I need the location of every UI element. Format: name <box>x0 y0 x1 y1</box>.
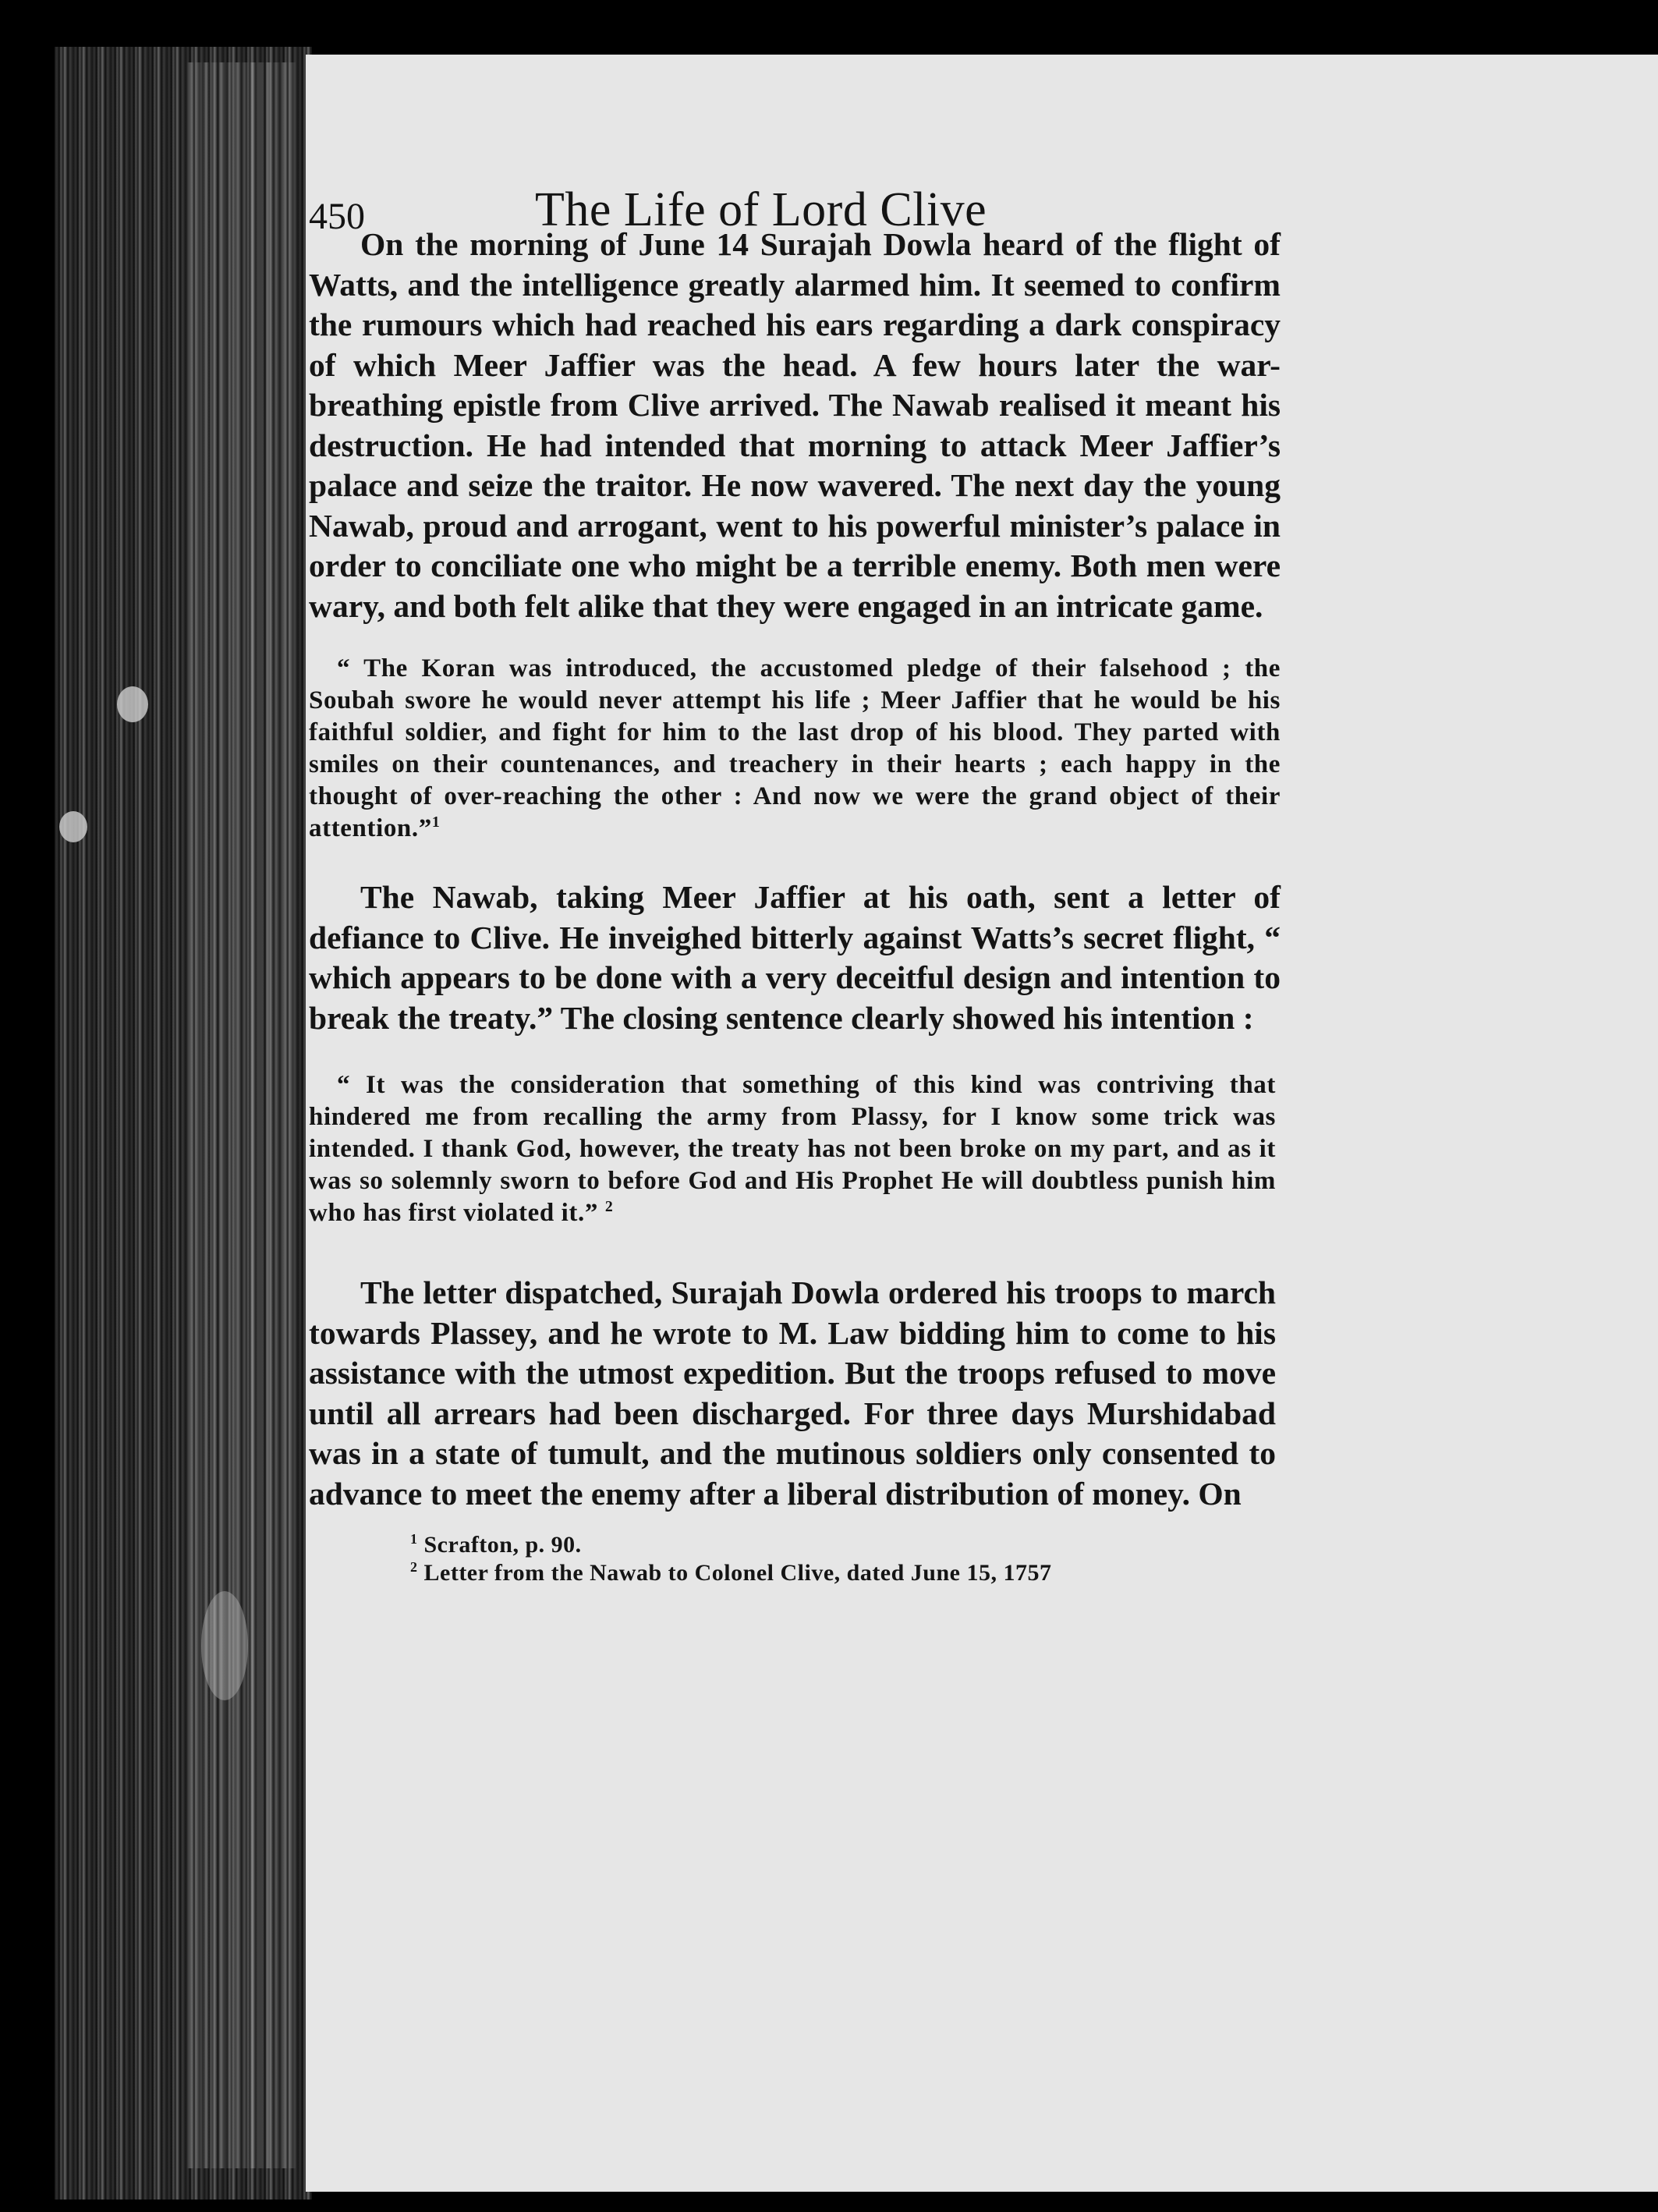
footnote-marker: 2 <box>410 1559 418 1575</box>
body-paragraph: The letter dispatched, Surajah Dowla ordered his troops to march towards Plassey, and he wrote to M. Law bidding him to come to his assistance with the utmost expedition. But the troops refused to move until all arrears had been discharged. For three days Murshidabad was in a state of tumult, and the mutinous soldiers only consented to advance to meet the enemy after a liberal distribution of money. On <box>309 1274 1276 1512</box>
quote-text: “ The Koran was introduced, the accustomed pledge of their falsehood ; the Soubah swore he would never attempt his life ; Meer Jaffier that he would be his faithful soldier, and fight for him to the last drop of his blood. They parted with smiles on their countenances, and treachery in their hearts ; each happy in the thought of over-reaching the other : And now we were the grand object of their attention.” <box>309 654 1281 842</box>
footnotes <box>309 1531 1281 1587</box>
footnote-ref: 1 <box>431 814 441 831</box>
block-quote <box>309 1069 1276 1229</box>
block-quote <box>309 653 1281 845</box>
footnote-marker: 1 <box>410 1531 418 1547</box>
page-number: 450 <box>309 196 365 237</box>
body-paragraph: The Nawab, taking Meer Jaffier at his oath, sent a letter of defiance to Clive. He inveighed bitterly against Watts’s secret flight, “ which appears to be done with a very deceitful design and intention to break the treaty.” The closing sentence clearly showed his intention : <box>309 879 1281 1036</box>
footnote-1 <box>410 1531 1281 1559</box>
footnote-2 <box>410 1559 1281 1587</box>
page-header <box>309 147 1281 237</box>
page-content <box>309 147 1281 1587</box>
footnote-ref: 2 <box>604 1198 614 1215</box>
body-paragraph: On the morning of June 14 Surajah Dowla heard of the flight of Watts, and the intelligence greatly alarmed him. It seemed to confirm the rumours which had reached his ears regarding a dark conspiracy of which Meer Jaffier was the head. A few hours later the war-breathing epistle from Clive arrived. The Nawab realised it meant his destruction. He had intended that morning to attack Meer Jaffier’s palace and seize the traitor. He now wavered. The next day the young Nawab, proud and arrogant, went to his powerful minister’s palace in order to conciliate one who might be a terrible enemy. Both men were wary, and both felt alike that they were engaged in an intricate game. <box>309 226 1281 624</box>
scan-speck <box>201 1591 248 1700</box>
footnote-text: Scrafton, p. 90. <box>423 1532 582 1558</box>
quote-text: “ It was the consideration that something of this kind was contriving that hindered me from recalling the army from Plassy, for I know some trick was intended. I thank God, however, the treaty has not been broke on my part, and as it was so solemnly sworn to before God and His Prophet He will doubtless punish him who has first violated it.” <box>309 1071 1276 1227</box>
scan-speck <box>117 686 148 722</box>
footnote-text: Letter from the Nawab to Colonel Clive, dated June 15, 1757 <box>423 1560 1052 1586</box>
running-title: The Life of Lord Clive <box>535 183 987 236</box>
scan-speck <box>59 811 87 842</box>
book-page-edges-highlight <box>187 62 296 2168</box>
